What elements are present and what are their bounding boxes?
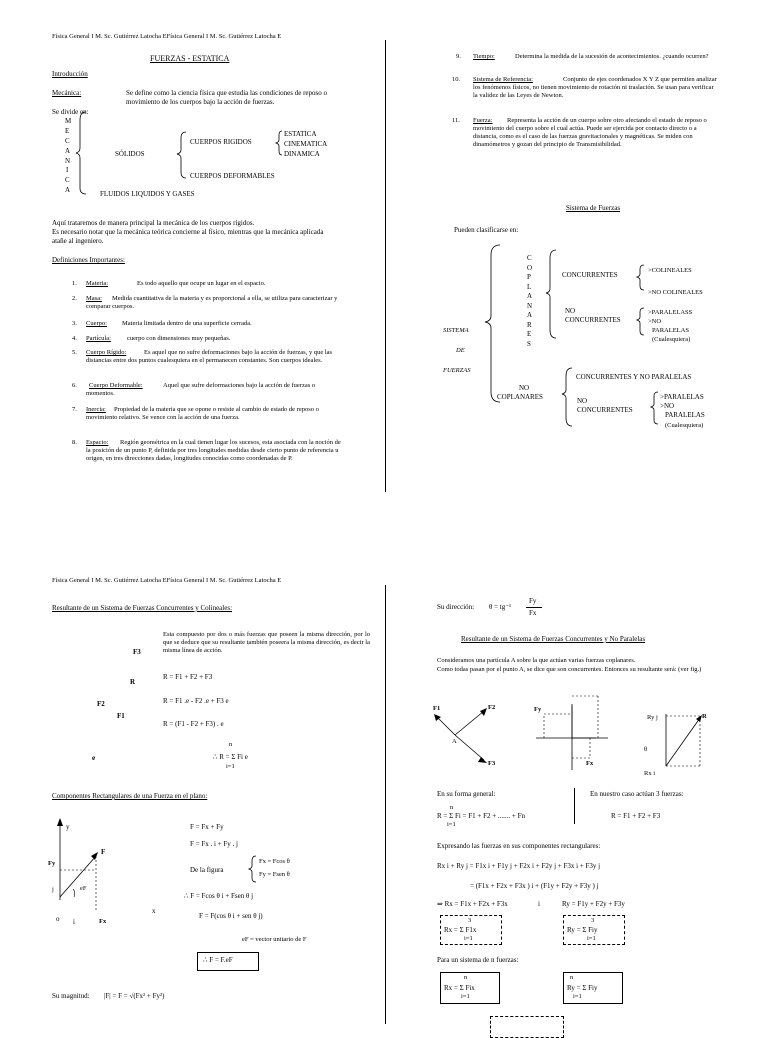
fig-f3: F3 [488,760,496,767]
no-paralelas2-b: PARALELAS [665,411,705,419]
sistema-title: Sistema de Fuerzas [566,204,621,212]
no-paralelas-a: >NO [648,318,662,325]
comp-eq-3: De la figura [190,866,224,874]
fig-fy: Fy [534,706,542,713]
colineales-label: >COLINEALES [648,267,692,274]
fig-fx: Fx [586,760,594,767]
page-header-top: Física General I M. Sc. Gutiérrez Latocha EFísica General I M. Sc. Gutiérrez Latocha E [52,33,282,40]
label-e: e [92,754,96,762]
colineales-title: Resultante de un Sistema de Fuerzas Concurrentes y Colineales: [52,604,233,612]
magnitud-eq: |F| = F = √(Fx² + Fy²) [104,992,165,1000]
estatica-label: ESTATICA [284,130,317,138]
axis-j-label: j [52,886,54,893]
rx-box-n-i: i=1 [461,993,470,1000]
para-teorica: Es necesario notar que la mecánica teórica concierne al físico, mientras que la mecánica aplicada atañe al ingeniero. [52,228,324,245]
axis-fx-label: Fx [99,918,107,925]
direccion-label: Su dirección: [437,603,475,611]
page1-title: FUERZAS - ESTATICA [150,54,230,63]
colineales-text: Esta compuesto por dos o más fuerzas que poseen la misma dirección, por lo que se deduce que su resultante también poseera la misma dirección, es decir la misma línea de acción. [163,631,370,654]
fig-a: A [452,738,457,745]
comp-sum-1: Rx i + Ry j = F1x i + F1y j + F2x i + F2y j + F3x i + F3y j [437,862,601,870]
axis-i-label: i [73,918,75,926]
no-paralelas-text1: Consideramos una partícula A sobre la que actúan varias fuerzas coplanares. [437,657,636,664]
comp-eq-3a: Fx = Fcos θ [259,858,290,865]
rx-box-3-i: i=1 [464,935,473,942]
cinematica-label: CINEMATICA [284,140,328,148]
pueden-text: Pueden clasificarse en: [454,226,519,234]
mecanica-text: Se define como la ciencia física que estudia las condiciones de reposo o movimiento de los cuerpos bajo la acción de fuerzas. [126,89,327,106]
comp-sum-3b: Ry = F1y + F2y + F3y [562,900,625,908]
fig-theta: θ [644,746,648,753]
nuestro-caso-eq: R = F1 + F2 + F3 [611,812,661,820]
cualesquiera2-label: (Cualesquiera) [665,422,704,429]
no-paralelas-title: Resultante de un Sistema de Fuerzas Concurrentes y No Paralelas [461,635,646,643]
ry-box-3-n: 3 [591,917,595,924]
forma-general-label: En su forma general: [437,790,496,798]
eq-sum-2: R = F1 .e - F2 .e + F3 e [163,697,229,705]
axis-x-label: x [152,907,156,915]
concurrentes-label: CONCURRENTES [562,271,618,279]
rigidos-label: CUERPOS RIGIDOS [190,138,252,146]
para-rigidos: Aquí trataremos de manera principal la mecánica de los cuerpos rígidos. [52,219,255,227]
no-concurrentes-b: CONCURRENTES [565,316,621,324]
ry-box-3-i: i=1 [587,935,596,942]
no-coplanares-b: COPLANARES [497,393,543,401]
fig-f1: F1 [433,705,441,712]
comp-sum-3a: ⇒ Rx = F1x + F2x + F3x [437,900,508,908]
fig-ry: Ry j [647,714,658,721]
fig-rx: Rx i [644,770,656,777]
label-f3: F3 [133,648,141,656]
fig-r: R [702,713,707,720]
label-f1: F1 [117,712,125,720]
para-n-fuerzas: Para un sistema de n fuerzas: [437,956,519,964]
no-concurrentes2-b: CONCURRENTES [577,406,633,414]
componentes-title: Componentes Rectangulares de una Fuerza en el plano: [52,792,208,800]
rx-box-n-eq: Rx = Σ Fix [444,984,475,992]
se-divide: Se divide en: [52,108,89,116]
label-f2: F2 [97,700,105,708]
no-concurrentes2-a: NO [577,397,588,405]
frac-num: Fy [529,597,537,605]
sum-i-lower: i=1 [226,763,235,770]
label-r: R [130,678,136,686]
mecanica-label: Mecánica: [52,89,82,97]
ry-box-n-n: n [570,974,574,981]
sum-n-upper: n [229,741,233,748]
paralelas2-label: >PARALELAS [660,393,704,401]
axis-y-label: y [66,823,70,831]
nuestro-caso-label: En nuestro caso actúan 3 fuerzas: [590,790,684,798]
comp-eq-6: eF = vector unitario de F [242,936,307,943]
axis-fy-label: Fy [48,860,56,867]
no-colineales-label: >NO COLINEALES [648,289,703,296]
no-paralelas-text2: Como todas pasan por el punto A, se dice que son concurrentes. Entonces su resultante será: (ver fig.) [437,666,702,673]
general-sum-n: n [450,804,454,811]
forma-general-eq: R = Σ Fi = F1 + F2 + ....... + Fn [437,812,525,820]
no-coplanares-a: NO [519,384,530,392]
ry-box-n-i: i=1 [573,993,582,1000]
ry-box-3-eq: Ry = Σ Fiy [567,926,598,934]
bottom-partial-box [490,1016,564,1038]
cualesquiera-label: (Cualesquiera) [652,336,691,343]
paralelas-label: >PARALELASS [648,309,693,316]
eq-sum-4: ∴ R = Σ Fi e [213,753,248,761]
eq-sum-1: R = F1 + F2 + F3 [163,673,213,681]
general-divider [574,788,575,824]
fluidos-label: FLUIDOS LIQUIDOS Y GASES [100,190,195,198]
general-sum-i: i=1 [447,821,456,828]
eq-sum-3: R = (F1 - F2 + F3) . e [163,720,224,728]
magnitud-label: Su magnitud: [52,992,90,1000]
no-paralelas-b: PARALELAS [652,327,689,334]
comp-eq-2: F = Fx . i + Fy . j [190,840,238,848]
frac-den: Fx [529,609,537,617]
comp-eq-5: F = F(cos θ i + sen θ j) [199,912,263,920]
axis-ef-label: eF [80,885,87,892]
comp-sum-3i: i [538,900,540,908]
defs-title: Definiciones Importantes: [52,256,125,264]
rx-box-3-eq: Rx = Σ F1x [444,926,477,934]
solidos-label: SÓLIDOS [115,150,145,158]
fig-f2: F2 [488,704,496,711]
axis-o-label: o [56,915,60,923]
comp-eq-3b: Fy = Fsen θ [259,871,290,878]
direccion-eq: θ = tg⁻¹ [489,603,512,611]
no-concurrentes-a: NO [565,307,576,315]
no-paralelas2-a: >NO [660,402,675,410]
page-header-bottom: Física General I M. Sc. Gutiérrez Latocha EFísica General I M. Sc. Gutiérrez Latocha E [52,577,282,584]
conc-no-paralelas: CONCURRENTES Y NO PARALELAS [576,373,692,381]
comp-eq-7: ∴ F = F.eF [203,956,233,964]
expresando-text: Expresando las fuerzas en sus componentes rectangulares: [437,842,601,850]
ry-box-n-eq: Ry = Σ Fiy [567,984,598,992]
deformables-label: CUERPOS DEFORMABLES [190,172,275,180]
intro-heading: Introducción [52,70,88,78]
comp-sum-2: = (F1x + F2x + F3x ) i + (F1y + F2y + F3y ) j [470,882,599,890]
rx-box-3-n: 3 [468,917,472,924]
axis-f-label: F [101,848,106,856]
rx-box-n-n: n [464,974,468,981]
comp-eq-4: ∴ F = Fcos θ i + Fsen θ j [184,892,254,900]
comp-eq-1: F = Fx + Fy [190,823,224,831]
dinamica-label: DINAMICA [284,150,320,158]
